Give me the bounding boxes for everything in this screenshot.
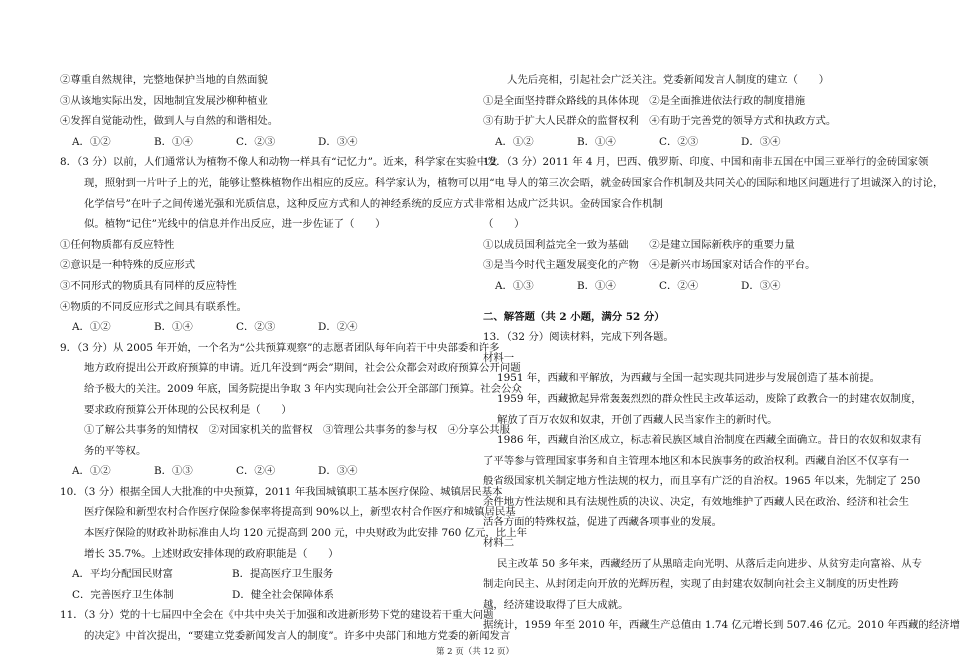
- text-line: 化学信号”在叶子之间传递光强和光质信息，这种反应方式和人的神经系统的反应方式非常相: [84, 197, 505, 210]
- page-footer: 第 2 页（共 12 页）: [435, 647, 515, 657]
- text-line: 地方政府提出公开政府预算的申请。近几年没到“两会”期间，社会公众都会对政府预算公开问题: [84, 362, 521, 375]
- text-line: 1951 年，西藏和平解放，为西藏与全国一起实现共同进步与发展创造了基本前提。: [497, 372, 881, 385]
- answer-option: C．②③: [659, 135, 699, 148]
- answer-option: C．②④: [236, 465, 276, 478]
- answer-option: A．平均分配国民财富: [72, 568, 174, 581]
- answer-option: D．③④: [318, 135, 358, 148]
- text-line: 1986 年，西藏自治区成立，标志着民族区域自治制度在西藏全面确立。昔日的农奴和奴隶有: [497, 434, 922, 447]
- text-line: ④发挥自觉能动性，做到人与自然的和谐相处。: [60, 115, 279, 128]
- text-line: 民主改革 50 多年来，西藏经历了从黑暗走向光明、从落后走向进步、从贫穷走向富裕、从专: [497, 557, 923, 570]
- text-line: 活各方面的特殊权益，促进了西藏各项事业的发展。: [483, 516, 722, 529]
- text-line: 8．（3 分）以前，人们通常认为植物不像人和动物一样具有“记忆力”。近来，科学家在实验中发: [60, 156, 498, 169]
- text-line: 的决定》中首次提出，“要建立党委新闻发言人的制度”。许多中央部门和地方党委的新闻发言: [84, 630, 511, 643]
- text-line: 导人的第三次会晤，就金砖国家合作机制及共同关心的国际和地区问题进行了坦诚深入的讨论，: [507, 176, 944, 189]
- text-line: 9．（3 分）从 2005 年开始，一个名为“公共预算观察”的志愿者团队每年向若干中央部委和许多: [60, 341, 500, 354]
- text-line: ③有助于扩大人民群众的监督权利 ④有助于完善党的领导方式和执政方式。: [483, 115, 837, 128]
- text-line: ③是当今时代主题发展变化的产物 ④是新兴市场国家对话合作的平台。: [483, 259, 816, 272]
- text-line: 据统计，1959 年至 2010 年，西藏生产总值由 1.74 亿元增长到 507.46 亿元。2010 年西藏的经济增: [483, 619, 960, 632]
- text-line: 务的平等权。: [84, 444, 147, 457]
- text-line: 现，照射到一片叶子上的光，能够让整株植物作出相应的反应。科学家认为，植物可以用“电: [84, 176, 505, 189]
- text-line: （ ）: [483, 218, 525, 231]
- answer-option: D．③④: [741, 135, 781, 148]
- text-line: ④物质的不同反应形式之间具有联系性。: [60, 300, 248, 313]
- text-line: ①是全面坚持群众路线的具体体现 ②是全面推进依法行政的制度措施: [483, 94, 806, 107]
- text-line: 1959 年，西藏掀起异常轰轰烈烈的群众性民主改革运动，废除了政教合一的封建农奴制度，: [497, 392, 922, 405]
- text-line: ①以成员国利益完全一致为基础 ②是建立国际新秩序的重要力量: [483, 238, 795, 251]
- text-line: 10．（3 分）根据全国人大批准的中央预算，2011 年我国城镇职工基本医疗保险、城镇居民基本: [60, 485, 503, 498]
- answer-option: B．提高医疗卫生服务: [232, 568, 334, 581]
- answer-options: [483, 276, 898, 297]
- answer-option: A．①③: [495, 279, 534, 292]
- answer-options: [60, 317, 475, 338]
- text-line: ③不同形式的物质具有同样的反应特性: [60, 279, 237, 292]
- answer-options: [483, 132, 898, 153]
- answer-option: C．②③: [236, 135, 276, 148]
- text-line: 本医疗保险的财政补助标准由人均 120 元提高到 200 元，中央财政为此安排 760 亿元，比上年: [84, 527, 527, 540]
- answer-option: D．③④: [318, 465, 358, 478]
- text-line: 了平等参与管理国家事务和自主管理本地区和本民族事务的政治权利。西藏自治区不仅享有一: [483, 454, 910, 467]
- text-line: 11．（3 分）党的十七届四中全会在《中共中央关于加强和改进新形势下党的建设若干重大问题: [60, 609, 494, 622]
- text-line: 解放了百万农奴和奴隶，开创了西藏人民当家作主的新时代。: [497, 413, 778, 426]
- answer-options: [60, 132, 475, 153]
- text-line: 人先后亮相，引起社会广泛关注。党委新闻发言人制度的建立（ ）: [507, 74, 830, 86]
- text-line: 般省级国家机关制定地方性法规的权力，而且享有广泛的自治权。1965 年以来，先制定了 250: [483, 475, 921, 488]
- text-line: ②尊重自然规律，完整地保护当地的自然面貌: [60, 74, 268, 86]
- text-line: 要求政府预算公开体现的公民权利是（ ）: [84, 403, 292, 416]
- answer-option: D．健全社会保障体系: [232, 588, 334, 601]
- text-line: 给予极大的关注。2009 年底，国务院提出争取 3 年内实现向社会公开全部部门预算。社会公众: [84, 382, 522, 395]
- answer-option: A．①②: [72, 135, 111, 148]
- answer-option: B．①④: [577, 135, 616, 148]
- text-line: 余件地方性法规和具有法规性质的决议、决定，有效地维护了西藏人民在政治、经济和社会生: [483, 495, 910, 508]
- answer-option: C．完善医疗卫生体制: [72, 588, 174, 601]
- text-line: 似。植物“记住”光线中的信息并作出反应，进一步佐证了（ ）: [84, 218, 386, 231]
- answer-options: [60, 461, 475, 482]
- section-gap: [483, 297, 898, 307]
- answer-option: C．②③: [236, 321, 276, 334]
- text-line: ②意识是一种特殊的反应形式: [60, 259, 196, 272]
- text-line: ①任何物质都有反应特性: [60, 238, 175, 251]
- text-line: 达成广泛共识。金砖国家合作机制: [507, 197, 663, 210]
- text-line: ①了解公共事务的知情权 ②对国家机关的监督权 ③管理公共事务的参与权 ④分享公共服: [84, 424, 511, 437]
- text-line: 医疗保险和新型农村合作医疗保险参保率将提高到 90%以上，新型农村合作医疗和城镇居民基: [84, 506, 516, 519]
- text-line: 增长 35.7%。上述财政安排体现的政府职能是（ ）: [84, 547, 339, 560]
- answer-option: B．①④: [154, 321, 193, 334]
- text-line: 二、解答题（共 2 小题，满分 52 分）: [483, 310, 665, 323]
- answer-option: B．①④: [154, 135, 193, 148]
- answer-option: C．②④: [659, 279, 699, 292]
- answer-option: B．①③: [154, 465, 193, 478]
- text-line: 越，经济建设取得了巨大成就。: [483, 598, 629, 611]
- answer-options: [60, 585, 475, 606]
- text-line: 12．（3 分）2011 年 4 月，巴西、俄罗斯、印度、中国和南非五国在中国三亚举行的金砖国家领: [483, 156, 929, 169]
- answer-option: B．①④: [577, 279, 616, 292]
- answer-option: A．①②: [72, 465, 111, 478]
- text-line: 制走向民主、从封闭走向开放的光辉历程，实现了由封建农奴制向社会主义制度的历史性跨: [483, 578, 899, 591]
- answer-option: A．①②: [495, 135, 534, 148]
- text-line: 材料二: [483, 537, 515, 550]
- answer-option: A．①②: [72, 321, 111, 334]
- text-line: 材料一: [483, 351, 515, 364]
- text-line: ③从该地实际出发，因地制宜发展沙柳种植业: [60, 94, 268, 107]
- answer-options: [60, 564, 475, 585]
- text-line: 13．（32 分）阅读材料，完成下列各题。: [483, 331, 674, 344]
- right-column: [483, 70, 960, 636]
- answer-option: D．②④: [318, 321, 358, 334]
- answer-option: D．③④: [741, 279, 781, 292]
